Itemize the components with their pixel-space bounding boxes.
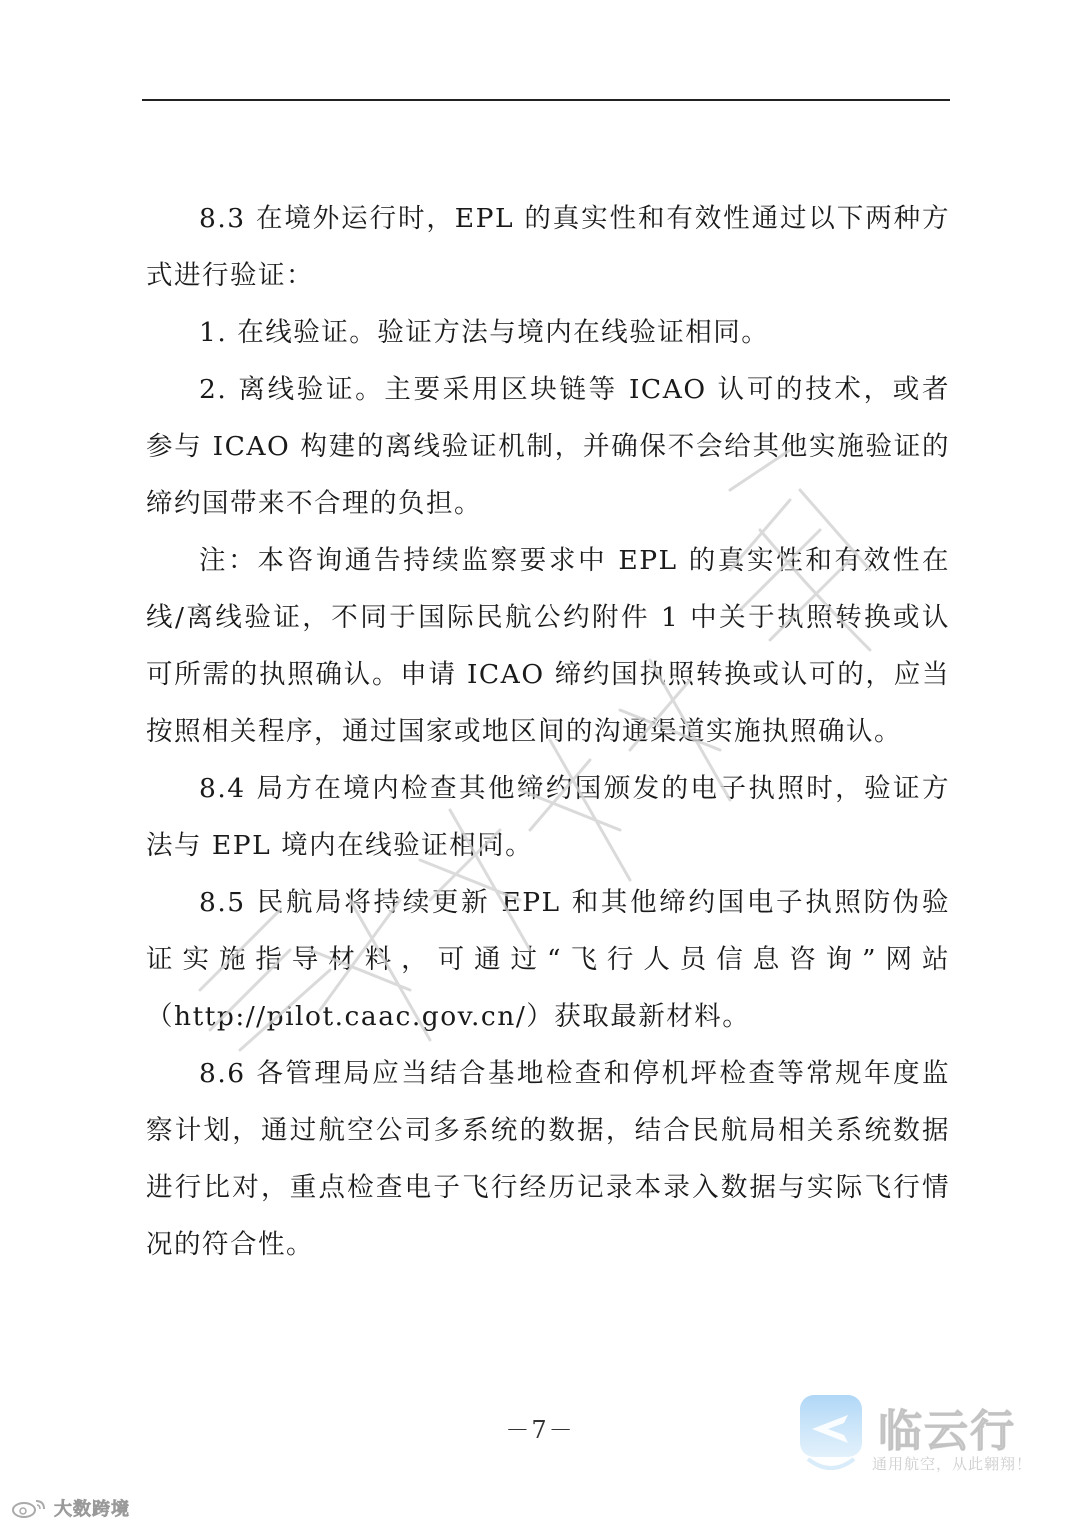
- brand-logo: [798, 1393, 1036, 1483]
- paragraph-8-4: 8.4 局方在境内检查其他缔约国颁发的电子执照时，验证方法与 EPL 境内在线验证相同。: [146, 773, 950, 861]
- paragraph-8-3: 8.3 在境外运行时，EPL 的真实性和有效性通过以下两种方式进行验证：: [146, 203, 950, 291]
- page-number: －7－: [505, 1416, 575, 1444]
- paragraph-note: 注：本咨询通告持续监察要求中 EPL 的真实性和有效性在线/离线验证，不同于国际民航公约附件 1 中关于执照转换或认可所需的执照确认。申请 ICAO 缔约国执照转换或认可的，应当按照相关程序，通过国家或地区间的沟通渠道实施执照确认。: [146, 545, 950, 747]
- weibo-icon: [10, 1497, 50, 1519]
- source-name: 大数跨境: [54, 1499, 130, 1520]
- paragraph-8-5: 8.5 民航局将持续更新 EPL 和其他缔约国电子执照防伪验证实施指导材料，可通过“飞行人员信息咨询”网站（http://pilot.caac.gov.cn/）获取最新材料。: [146, 887, 950, 1032]
- paragraph-offline-verification: 2. 离线验证。主要采用区块链等 ICAO 认可的技术，或者参与 ICAO 构建的离线验证机制，并确保不会给其他实施验证的缔约国带来不合理的负担。: [146, 374, 950, 519]
- brand-name: 临云行: [878, 1406, 1016, 1457]
- document-body: [146, 190, 950, 1273]
- paragraph-8-6: 8.6 各管理局应当结合基地检查和停机坪检查等常规年度监察计划，通过航空公司多系统的数据，结合民航局相关系统数据进行比对，重点检查电子飞行经历记录本录入数据与实际飞行情况的符合性。: [146, 1058, 950, 1260]
- paragraph-online-verification: 1. 在线验证。验证方法与境内在线验证相同。: [199, 317, 770, 348]
- header-rule: [142, 99, 950, 101]
- airplane-logo-icon: [798, 1393, 864, 1477]
- source-watermark: [10, 1496, 130, 1520]
- brand-slogan: 通用航空，从此翱翔！: [872, 1455, 1033, 1473]
